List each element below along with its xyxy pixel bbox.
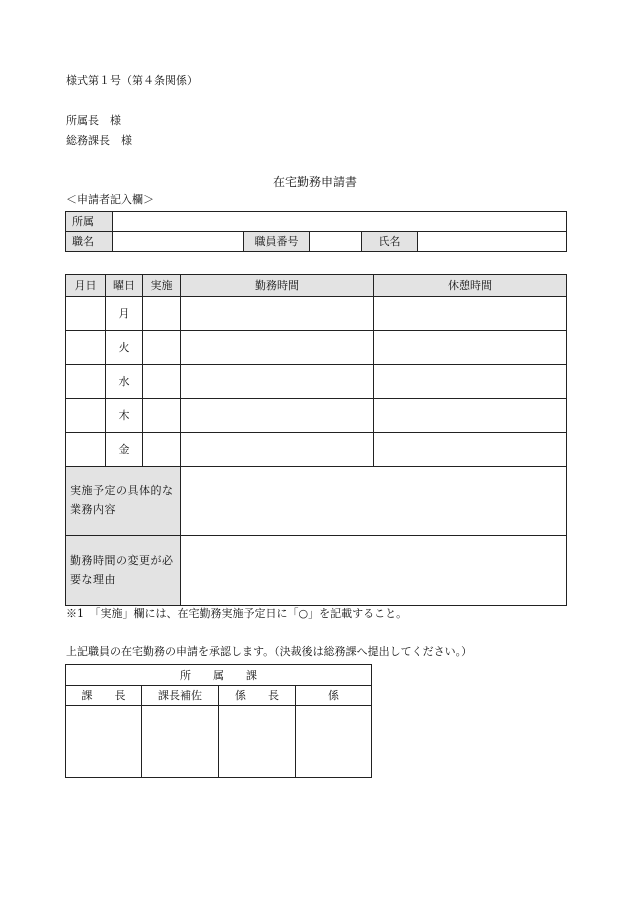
- implementation-cell[interactable]: [143, 433, 181, 467]
- work-hours-cell[interactable]: [181, 399, 374, 433]
- break-hours-cell[interactable]: [374, 331, 567, 365]
- implementation-cell[interactable]: [143, 331, 181, 365]
- applicant-table: [65, 211, 567, 252]
- work-hours-cell[interactable]: [181, 433, 374, 467]
- weekday-cell: 火: [106, 331, 143, 365]
- date-cell[interactable]: [66, 331, 106, 365]
- weekday-cell: 木: [106, 399, 143, 433]
- change-reason-field[interactable]: [181, 536, 567, 606]
- header-break-hours: 休憩時間: [374, 275, 567, 297]
- implementation-cell[interactable]: [143, 365, 181, 399]
- affiliation-field[interactable]: [113, 212, 567, 232]
- table-row: [66, 433, 567, 467]
- work-hours-cell[interactable]: [181, 365, 374, 399]
- change-reason-label: 勤務時間の変更が必要な理由: [66, 536, 181, 606]
- approval-statement: 上記職員の在宅勤務の申請を承認します。（決裁後は総務課へ提出してください。）: [66, 645, 473, 658]
- position-field[interactable]: [113, 232, 244, 252]
- role-staff: 係: [296, 686, 372, 706]
- note: ※1 「実施」欄には、在宅勤務実施予定日に「○」を記載すること。: [66, 607, 408, 620]
- page-title: 在宅勤務申請書: [272, 175, 357, 189]
- header-work-hours: 勤務時間: [181, 275, 374, 297]
- table-row: [66, 331, 567, 365]
- form-number: 様式第１号（第４条関係）: [66, 74, 198, 87]
- work-details-label: 実施予定の具体的な業務内容: [66, 467, 181, 536]
- seal-assistant-chief[interactable]: [142, 706, 219, 778]
- date-cell[interactable]: [66, 297, 106, 331]
- implementation-cell[interactable]: [143, 297, 181, 331]
- name-field[interactable]: [418, 232, 567, 252]
- work-hours-cell[interactable]: [181, 297, 374, 331]
- header-weekday: 曜日: [106, 275, 143, 297]
- seal-subsection-chief[interactable]: [219, 706, 296, 778]
- implementation-cell[interactable]: [143, 399, 181, 433]
- seal-section-chief[interactable]: [66, 706, 142, 778]
- affiliation-label: 所属: [66, 212, 113, 232]
- table-row: [66, 297, 567, 331]
- weekday-cell: 金: [106, 433, 143, 467]
- table-row: [66, 365, 567, 399]
- approval-table: [65, 664, 372, 778]
- header-date: 月日: [66, 275, 106, 297]
- break-hours-cell[interactable]: [374, 399, 567, 433]
- work-details-field[interactable]: [181, 467, 567, 536]
- role-subsection-chief: 係 長: [219, 686, 296, 706]
- applicant-section-heading: ＜申請者記入欄＞: [66, 193, 154, 206]
- break-hours-cell[interactable]: [374, 433, 567, 467]
- recipient-section-head: 所属長 様: [66, 114, 121, 127]
- position-label: 職名: [66, 232, 113, 252]
- staff-number-label: 職員番号: [244, 232, 310, 252]
- break-hours-cell[interactable]: [374, 297, 567, 331]
- header-implementation: 実施: [143, 275, 181, 297]
- weekday-cell: 水: [106, 365, 143, 399]
- department-header: 所 属 課: [66, 665, 372, 686]
- schedule-header-row: [66, 275, 567, 297]
- name-label: 氏名: [362, 232, 418, 252]
- date-cell[interactable]: [66, 399, 106, 433]
- table-row: [66, 399, 567, 433]
- role-section-chief: 課 長: [66, 686, 142, 706]
- break-hours-cell[interactable]: [374, 365, 567, 399]
- work-hours-cell[interactable]: [181, 331, 374, 365]
- recipient-general-affairs: 総務課長 様: [66, 134, 132, 147]
- seal-staff[interactable]: [296, 706, 372, 778]
- date-cell[interactable]: [66, 433, 106, 467]
- weekday-cell: 月: [106, 297, 143, 331]
- date-cell[interactable]: [66, 365, 106, 399]
- schedule-table: [65, 274, 567, 606]
- staff-number-field[interactable]: [310, 232, 362, 252]
- role-assistant-chief: 課長補佐: [142, 686, 219, 706]
